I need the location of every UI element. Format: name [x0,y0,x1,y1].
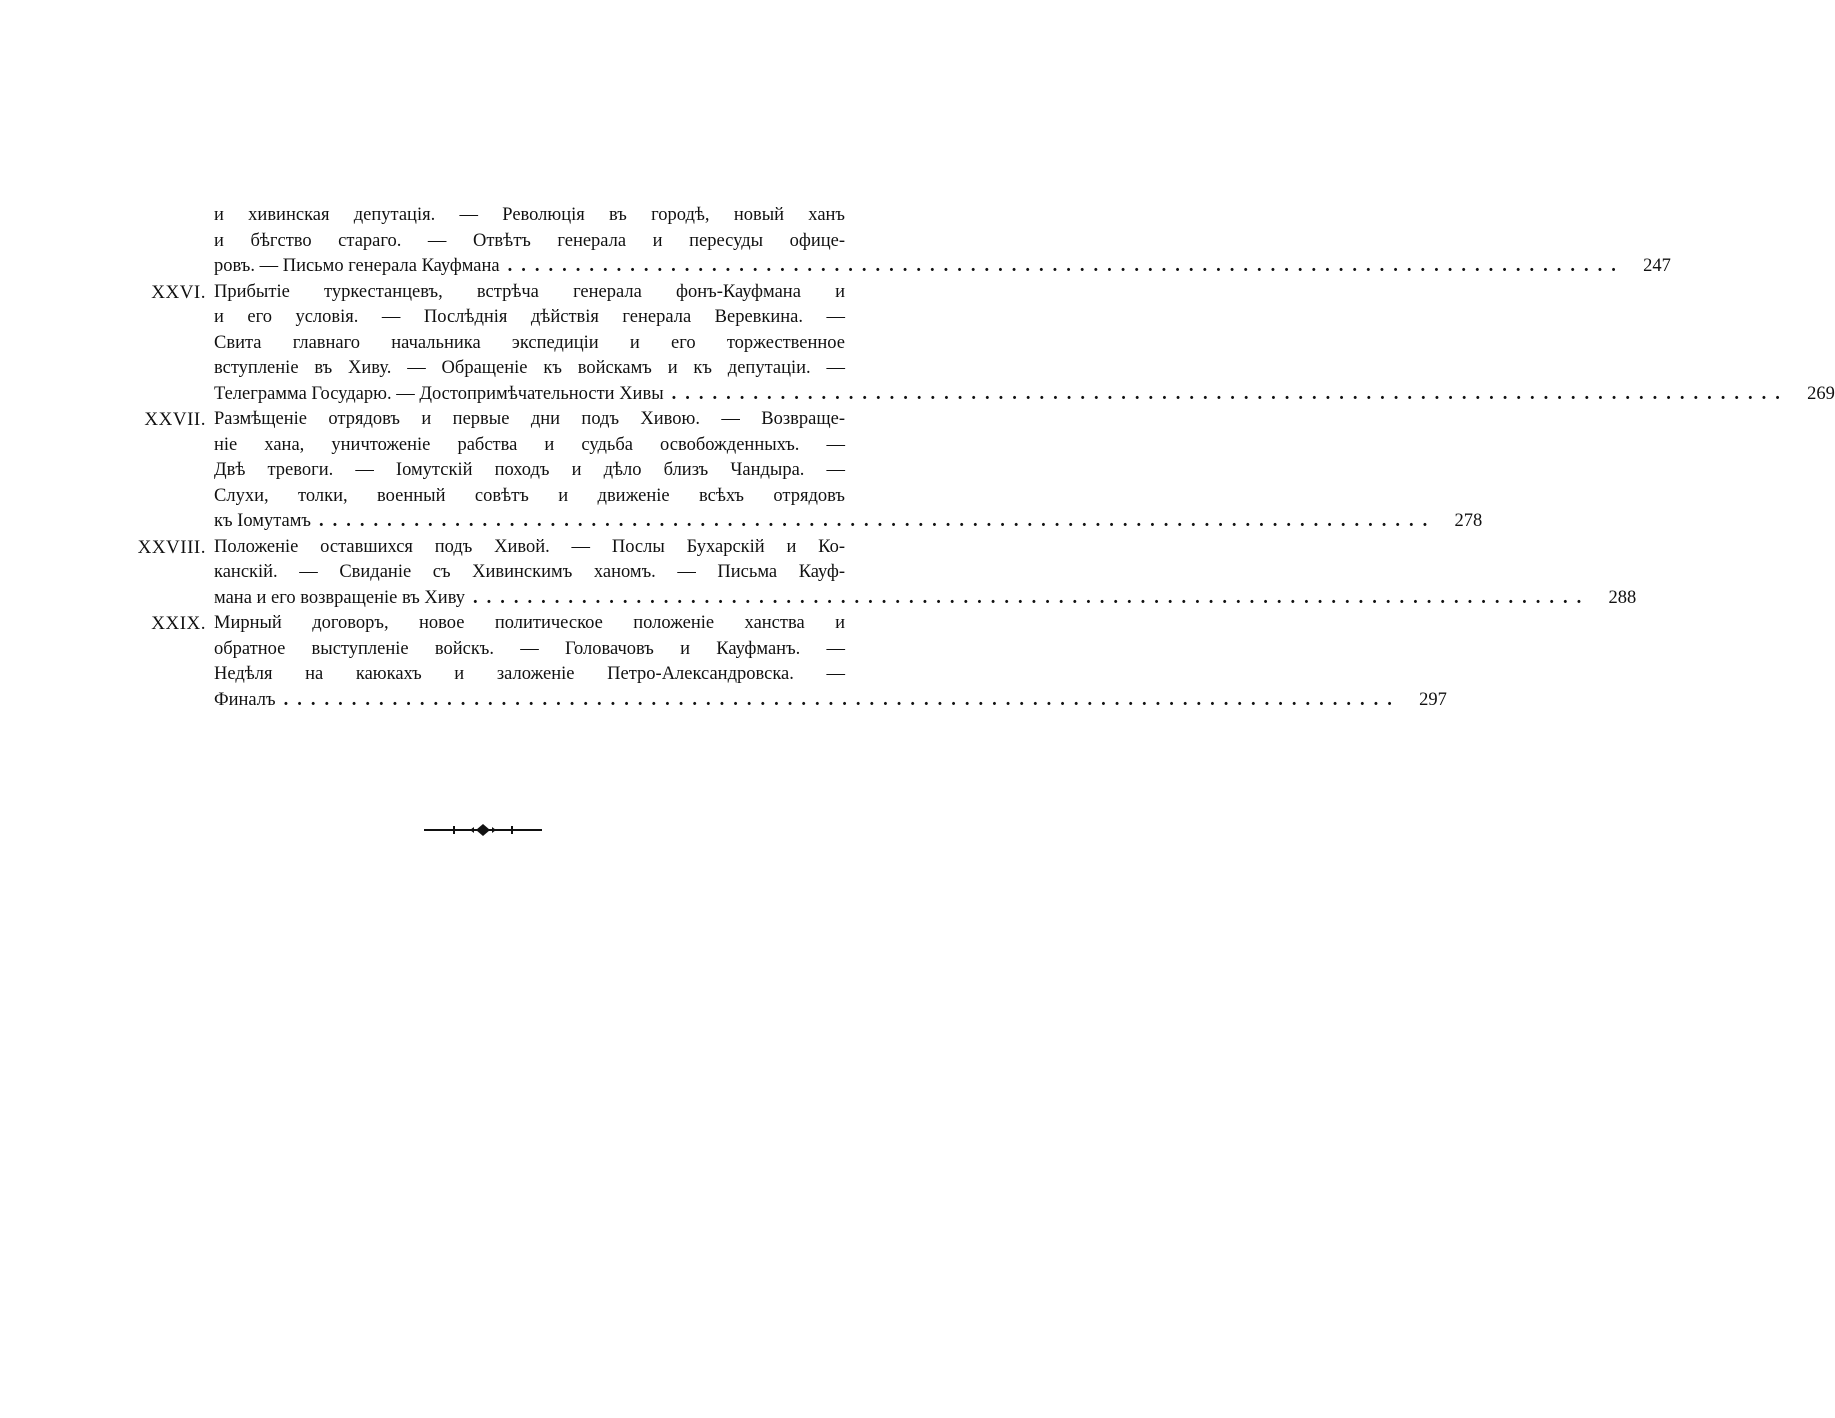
toc-line: ровъ. — Письмо генерала Кауфмана [214,256,500,276]
page-number: 288 [1608,587,1637,608]
toc-line: Положеніе оставшихся подъ Хивой. — Послы Бухарскій и Ко- [214,536,845,557]
toc-line: Недѣля на каюкахъ и заложеніе Петро-Александровска. — [214,664,845,684]
toc-line: къ Іомутамъ [214,511,311,531]
toc-entry [130,611,1447,713]
toc-entry [130,407,1483,535]
chapter-number: XXVII. [144,409,206,430]
page-number: 247 [1643,256,1671,276]
toc-line: Размѣщеніе отрядовъ и первые дни подъ Хивою. — Возвраще- [214,409,845,429]
ornament-divider-icon [424,822,542,838]
toc-line: и бѣгство стараго. — Отвѣтъ генерала и пересуды офице- [214,230,845,251]
dot-leader: .................................................................................. [473,587,1591,608]
toc-line: ніе хана, уничтоженіе рабства и судьба освобожденныхъ. — [214,434,845,455]
toc-line: и хивинская депутація. — Революція въ городѣ, новый ханъ [214,205,845,225]
toc-last-line [214,509,1483,535]
toc-line: Двѣ тревоги. — Іомутскій походъ и дѣло близъ Чандыра. — [214,460,845,480]
toc-line: и его условія. — Послѣднія дѣйствія генерала Веревкина. — [214,307,845,327]
page-number: 269 [1807,383,1835,404]
toc-last-line [214,586,1637,612]
toc-line: Мирный договоръ, новое политическое положеніе ханства и [214,613,845,633]
toc-line: канскій. — Свиданіе съ Хивинскимъ ханомъ. — Письма Кауф- [214,562,845,582]
dot-leader: .................................................................................. [507,256,1625,276]
toc-line: Телеграмма Государю. — Достопримѣчательности Хивы [214,383,664,404]
page-number: 278 [1454,511,1483,531]
dot-leader: .................................................................................. [283,689,1401,710]
toc-last-line [214,382,1835,408]
chapter-number: XXVI. [151,281,206,303]
toc-line: обратное выступленіе войскъ. — Головачовъ и Кауфманъ. — [214,638,845,659]
toc-line: Слухи, толки, военный совѣтъ и движеніе всѣхъ отрядовъ [214,485,845,506]
toc-last-line [214,688,1447,714]
toc-line: вступленіе въ Хиву. — Обращеніе къ войскамъ и къ депутаціи. — [214,358,845,378]
toc-entry [130,280,1835,408]
toc-last-line [214,254,1671,280]
toc-line: Свита главнаго начальника экспедиціи и его торжественное [214,332,845,353]
toc-line: мана и его возвращеніе въ Хиву [214,587,466,608]
page-number: 297 [1419,689,1447,710]
chapter-number: XXIX. [151,613,206,634]
table-of-contents [130,203,1835,713]
toc-line: Прибытіе туркестанцевъ, встрѣча генерала фонъ-Кауфмана и [214,281,845,302]
toc-entry [130,535,1637,612]
toc-entry [130,203,1671,280]
toc-line: Финалъ [214,689,276,710]
dot-leader: .................................................................................. [671,383,1789,404]
dot-leader: .................................................................................. [319,511,1437,531]
chapter-number: XXVIII. [137,536,206,558]
